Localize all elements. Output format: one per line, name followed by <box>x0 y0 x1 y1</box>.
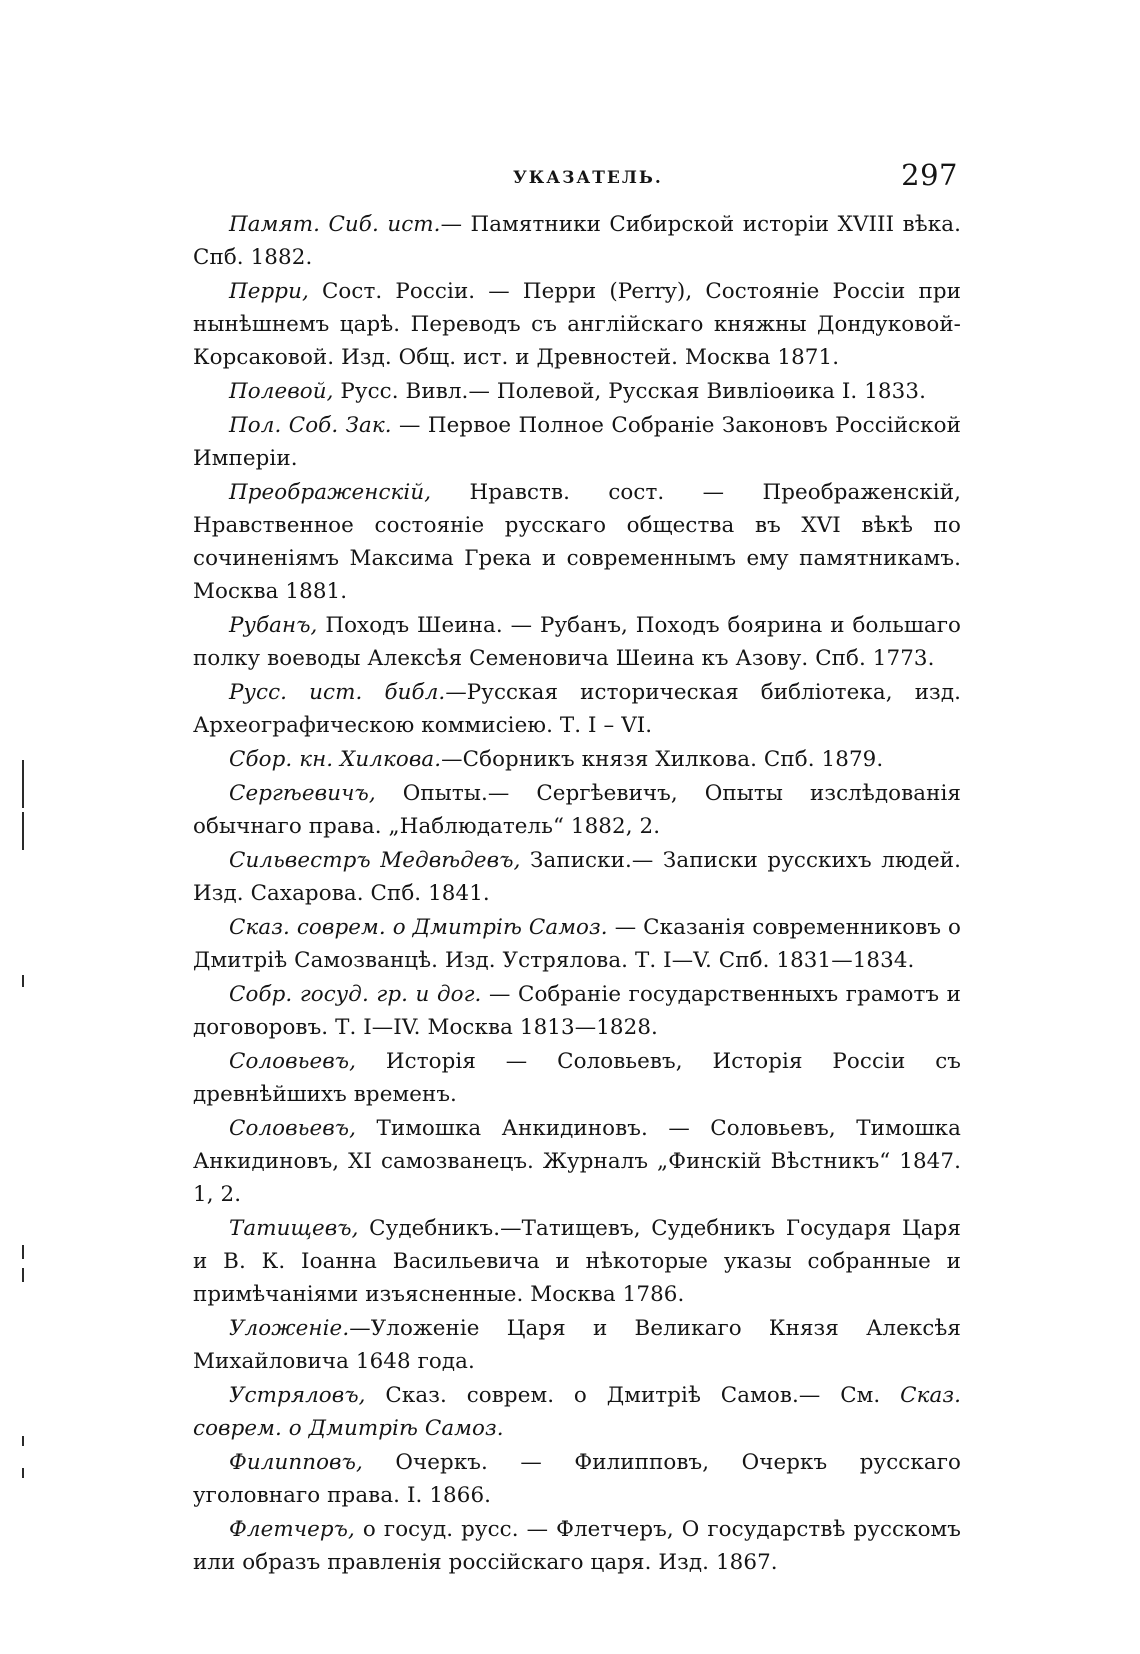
index-entry <box>193 476 961 608</box>
index-entry <box>193 1212 961 1311</box>
entry-text: Очеркъ. — Филипповъ, Очеркъ русскаго уголовнаго права. I. 1866. <box>193 1450 961 1508</box>
index-entry <box>193 208 961 274</box>
entry-text: Сост. Россіи. — Перри (Perry), Состояніе Россіи при нынѣшнемъ царѣ. Переводъ съ англійскаго княжны Дондуковой-Корсаковой. Изд. Общ. ист. и Древностей. Москва 1871. <box>193 279 961 370</box>
entry-text: —Уложеніе Царя и Великаго Князя Алексѣя Михайловича 1648 года. <box>193 1316 961 1374</box>
entry-text: — Собраніе государственныхъ грамотъ и договоровъ. Т. I—IV. Москва 1813—1828. <box>193 982 961 1040</box>
entry-text: о госуд. русс. — Флетчеръ, О государствѣ русскомъ или образъ правленія россійскаго царя. Изд. 1867. <box>193 1517 961 1575</box>
entry-abbreviation: Пол. Соб. Зак. <box>229 413 392 438</box>
margin-scan-mark <box>22 1245 24 1259</box>
index-entry <box>193 844 961 910</box>
running-head: УКАЗАТЕЛЬ. <box>513 168 663 188</box>
entry-text: — Сказанія современниковъ о Дмитріѣ Самозванцѣ. Изд. Устрялова. Т. I—V. Спб. 1831—1834. <box>193 915 961 973</box>
index-entry <box>193 1312 961 1378</box>
margin-scan-mark <box>22 1268 24 1282</box>
index-entry <box>193 1112 961 1211</box>
margin-scan-mark <box>22 1468 24 1478</box>
page-number: 297 <box>901 158 958 192</box>
entry-text: Опыты.— Сергѣевичъ, Опыты изслѣдованія обычнаго права. „Наблюдатель“ 1882, 2. <box>193 781 961 839</box>
entry-abbreviation: Уложеніе. <box>229 1316 350 1341</box>
index-entry <box>193 375 961 408</box>
index-entry <box>193 1446 961 1512</box>
entry-text: Русс. Вивл.— Полевой, Русская Вивліоѳика I. 1833. <box>333 379 926 404</box>
entry-abbreviation: Устряловъ, <box>229 1383 366 1408</box>
entry-text: —Русская историческая библіотека, изд. Археографическою коммисіею. Т. I – VI. <box>193 680 961 738</box>
entry-text: Сказ. соврем. о Дмитріѣ Самов.— См. <box>365 1383 901 1408</box>
page-header <box>193 158 963 198</box>
entry-abbreviation: Сильвестръ Медвѣдевъ, <box>229 848 521 873</box>
entry-text: Нравств. сост. — Преображенскій, Нравственное состояніе русскаго общества въ XVI вѣкѣ по сочиненіямъ Максима Грека и современнымъ ему памятникамъ. Москва 1881. <box>193 480 961 604</box>
entry-abbreviation: Полевой, <box>229 379 334 404</box>
entry-text: — Первое Полное Собраніе Законовъ Россійской Имперіи. <box>193 413 961 471</box>
entry-abbreviation: Сбор. кн. Хилкова. <box>229 747 442 772</box>
margin-scan-mark <box>22 812 24 850</box>
entry-abbreviation: Татищевъ, <box>229 1216 359 1241</box>
index-entry <box>193 1379 961 1445</box>
entry-abbreviation: Сергѣевичъ, <box>229 781 376 806</box>
entry-text: Исторія — Соловьевъ, Исторія Россіи съ древнѣйшихъ временъ. <box>193 1049 961 1107</box>
margin-scan-mark <box>22 1436 24 1446</box>
entry-abbreviation: Перри, <box>229 279 309 304</box>
index-entry <box>193 275 961 374</box>
index-entry <box>193 1045 961 1111</box>
entry-abbreviation: Рубанъ, <box>229 613 318 638</box>
entry-text: Походъ Шеина. — Рубанъ, Походъ боярина и большаго полку воеводы Алексѣя Семеновича Шеина къ Азову. Спб. 1773. <box>193 613 961 671</box>
index-entry <box>193 911 961 977</box>
entry-abbreviation: Собр. госуд. гр. и дог. <box>229 982 482 1007</box>
index-entry <box>193 777 961 843</box>
entry-text: Судебникъ.—Татищевъ, Судебникъ Государя Царя и В. К. Іоанна Васильевича и нѣкоторые указы собранные и примѣчаніями изъясненные. Москва 1786. <box>193 1216 961 1307</box>
entry-abbreviation: Сказ. соврем. о Дмитріѣ Самоз. <box>229 915 608 940</box>
entry-abbreviation: Памят. Сиб. ист. <box>229 212 441 237</box>
entry-text: — Памятники Сибирской исторіи XVIII вѣка. Спб. 1882. <box>193 212 961 270</box>
entry-cross-reference: Сказ. соврем. о Дмитріѣ Самоз. <box>193 1383 961 1441</box>
index-entry <box>193 676 961 742</box>
entry-abbreviation: Русс. ист. библ. <box>229 680 446 705</box>
index-entry <box>193 609 961 675</box>
entry-abbreviation: Флетчеръ, <box>229 1517 355 1542</box>
entry-text: Записки.— Записки русскихъ людей. Изд. Сахарова. Спб. 1841. <box>193 848 962 906</box>
index-entry <box>193 743 961 776</box>
entry-abbreviation: Преображенскій, <box>229 480 432 505</box>
index-entry <box>193 978 961 1044</box>
index-entry <box>193 409 961 475</box>
entry-abbreviation: Соловьевъ, <box>229 1049 357 1074</box>
margin-scan-mark <box>22 760 24 808</box>
entry-text: —Сборникъ князя Хилкова. Спб. 1879. <box>441 747 884 772</box>
margin-scan-mark <box>22 975 24 987</box>
entry-abbreviation: Филипповъ, <box>229 1450 363 1475</box>
index-entries <box>193 208 961 1580</box>
entry-text: Тимошка Анкидиновъ. — Соловьевъ, Тимошка Анкидиновъ, XI самозванецъ. Журналъ „Финскій Вѣстникъ“ 1847. 1, 2. <box>193 1116 961 1207</box>
index-entry <box>193 1513 961 1579</box>
entry-abbreviation: Соловьевъ, <box>229 1116 357 1141</box>
